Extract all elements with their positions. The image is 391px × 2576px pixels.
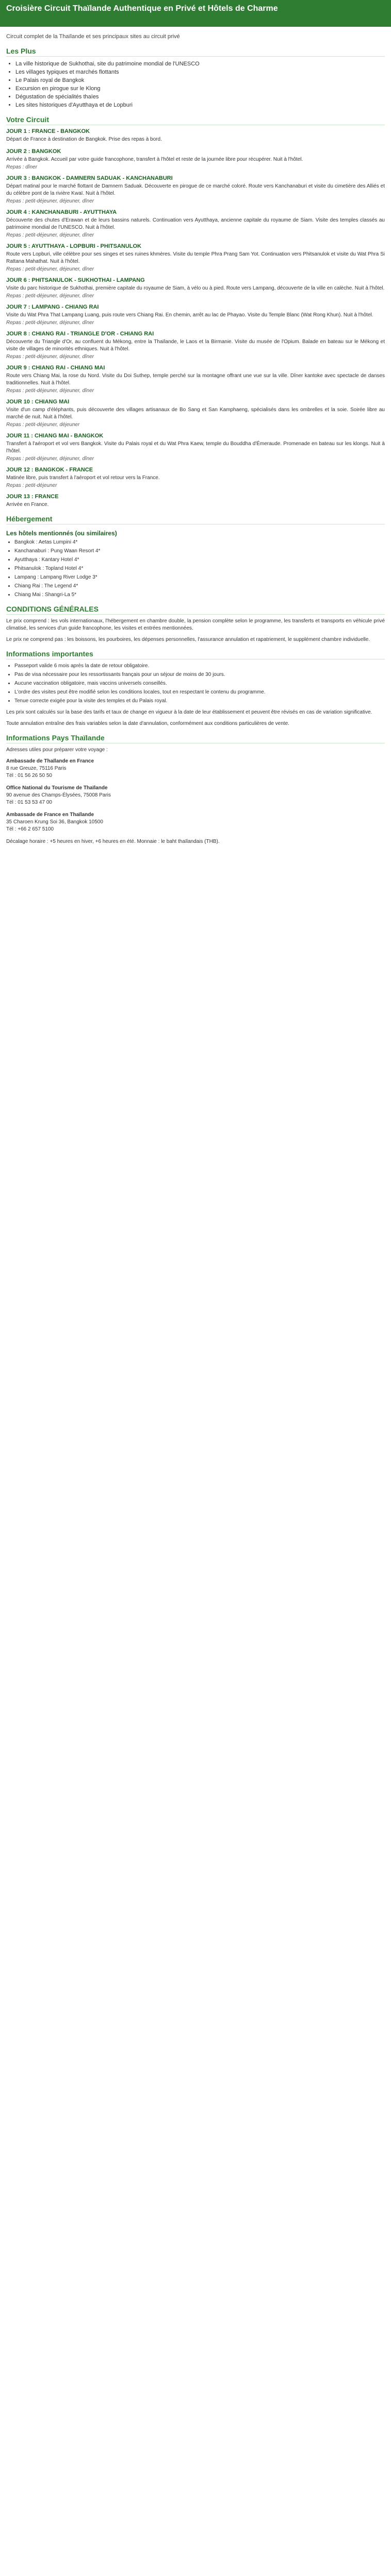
offices-list [6, 758, 385, 833]
conditions-paragraphs [6, 618, 385, 643]
day-meals: Repas : petit-déjeuner, déjeuner, dîner [6, 456, 94, 462]
conditions-paragraph: Le prix comprend : les vols internationaux, l'hébergement en chambre double, la pension complète selon le programme, les transferts et transports en véhicule privé climatisé, les services d'un guide francophone, les visites et entrées mentionnées. [6, 618, 385, 631]
country-note: Décalage horaire : +5 heures en hiver, +6 heures en été. Monnaie : le baht thaïlandais (THB). [6, 839, 220, 844]
itinerary-day [6, 331, 385, 360]
day-title: JOUR 12 : BANGKOK - FRANCE [6, 467, 93, 473]
day-title: JOUR 6 : PHITSANULOK - SUKHOTHAI - LAMPANG [6, 277, 145, 283]
day-description: Visite du parc historique de Sukhothai, première capitale du royaume de Siam, à vélo ou à pied. Route vers Lampang, découverte de la ville en calèche. Nuit à l'hôtel. [6, 285, 385, 291]
itinerary-days [6, 128, 385, 509]
highlight-item: • Le Palais royal de Bangkok [15, 76, 385, 84]
day-meals: Repas : petit-déjeuner, déjeuner, dîner [6, 320, 94, 326]
hotel-item: • Bangkok : Aetas Lumpini 4* [14, 539, 385, 546]
day-description: Route vers Chiang Mai, la rose du Nord. Visite du Doi Suthep, temple perché sur la montagne offrant une vue sur la ville. Dîner kantoke avec spectacle de danses traditionnelles. Nuit à l'hôtel. [6, 373, 385, 386]
itinerary-day [6, 128, 385, 143]
day-title: JOUR 7 : LAMPANG - CHIANG RAI [6, 304, 99, 310]
day-title: JOUR 10 : CHIANG MAI [6, 399, 70, 405]
highlight-item: • Les villages typiques et marchés flottants [15, 68, 385, 76]
hotel-item: • Phitsanulok : Topland Hotel 4* [14, 565, 385, 572]
page-title: Croisière Circuit Thaïlande Authentique en Privé et Hôtels de Charme [6, 4, 278, 13]
day-title: JOUR 9 : CHIANG RAI - CHIANG MAI [6, 365, 105, 371]
day-title: JOUR 1 : FRANCE - BANGKOK [6, 128, 90, 134]
day-meals: Repas : petit-déjeuner, déjeuner, dîner [6, 388, 94, 394]
day-description: Visite d'un camp d'éléphants, puis découverte des villages artisanaux de Bo Sang et San Kamphaeng, spécialisés dans les ombrelles et la soie. Soirée libre au marché de nuit. Nuit à l'hôtel. [6, 407, 385, 420]
office-name: Office National du Tourisme de Thaïlande [6, 785, 108, 791]
office-name: Ambassade de Thaïlande en France [6, 758, 94, 764]
day-meals: Repas : petit-déjeuner [6, 483, 57, 488]
highlight-item: • Dégustation de spécialités thaïes [15, 93, 385, 101]
day-title: JOUR 8 : CHIANG RAI - TRIANGLE D'OR - CHIANG RAI [6, 331, 154, 337]
day-meals: Repas : petit-déjeuner, déjeuner, dîner [6, 198, 94, 204]
day-description: Route vers Lopburi, ville célèbre pour ses singes et ses ruines khmères. Visite du temple Phra Prang Sam Yot. Continuation vers Phitsanulok et visite du Wat Phra Si Rattana Mahathat. Nuit à l'hôtel. [6, 251, 385, 264]
info-paragraphs [6, 709, 385, 727]
hotel-item: • Ayutthaya : Kantary Hotel 4* [14, 556, 385, 564]
highlights-heading: Les Plus [6, 47, 385, 57]
day-title: JOUR 5 : AYUTTHAYA - LOPBURI - PHITSANULOK [6, 243, 141, 249]
day-meals: Repas : petit-déjeuner, déjeuner [6, 422, 80, 428]
offices-intro: Adresses utiles pour préparer votre voyage : [6, 747, 108, 753]
day-description: Matinée libre, puis transfert à l'aéroport et vol retour vers la France. [6, 475, 160, 481]
office-line: 8 rue Greuze, 75116 Paris [6, 766, 67, 771]
main-content [0, 27, 391, 845]
info-item: • Tenue correcte exigée pour la visite des temples et du Palais royal. [14, 698, 385, 705]
highlight-item: • La ville historique de Sukhothai, site du patrimoine mondial de l'UNESCO [15, 60, 385, 68]
day-description: Visite du Wat Phra That Lampang Luang, puis route vers Chiang Rai. En chemin, arrêt au lac de Phayao. Visite du Temple Blanc (Wat Rong Khun). Nuit à l'hôtel. [6, 312, 373, 318]
office-line: 90 avenue des Champs-Élysées, 75008 Paris [6, 792, 111, 798]
day-title: JOUR 13 : FRANCE [6, 494, 59, 500]
day-meals: Repas : petit-déjeuner, déjeuner, dîner [6, 293, 94, 299]
day-title: JOUR 4 : KANCHANABURI - AYUTTHAYA [6, 209, 117, 215]
office-line: Tél : +66 2 657 5100 [6, 826, 54, 832]
day-title: JOUR 3 : BANGKOK - DAMNERN SADUAK - KANCHANABURI [6, 175, 173, 181]
office-line: Tél : 01 56 26 50 50 [6, 773, 52, 778]
day-description: Transfert à l'aéroport et vol vers Bangkok. Visite du Palais royal et du Wat Phra Kaew, temple du Bouddha d'Émeraude. Promenade en bateau sur les klongs. Nuit à l'hôtel. [6, 441, 385, 454]
itinerary-day [6, 243, 385, 272]
day-meals: Repas : petit-déjeuner, déjeuner, dîner [6, 232, 94, 238]
hotels-list [6, 539, 385, 599]
itinerary-day [6, 304, 385, 326]
day-description: Découverte du Triangle d'Or, au confluent du Mékong, entre la Thaïlande, le Laos et la Birmanie. Visite du musée de l'Opium. Balade en bateau sur le Mékong et visite de villages de minorités ethniques. Nuit à l'hôtel. [6, 339, 385, 352]
conditions-paragraph: Le prix ne comprend pas : les boissons, les pourboires, les dépenses personnelles, l'assurance annulation et rapatriement, le supplément chambre individuelle. [6, 637, 370, 642]
info-list [6, 663, 385, 705]
itinerary-day [6, 433, 385, 462]
office-name: Ambassade de France en Thaïlande [6, 812, 94, 818]
hotel-item: • Chiang Rai : The Legend 4* [14, 583, 385, 590]
office-entry [6, 785, 385, 806]
info-item: • Aucune vaccination obligatoire, mais vaccins universels conseillés. [14, 680, 385, 687]
office-line: Tél : 01 53 53 47 00 [6, 800, 52, 805]
hotel-item: • Lampang : Lampang River Lodge 3* [14, 574, 385, 581]
conditions-heading: CONDITIONS GÉNÉRALES [6, 605, 385, 615]
day-meals: Repas : petit-déjeuner, déjeuner, dîner [6, 266, 94, 272]
day-meals: Repas : petit-déjeuner, déjeuner, dîner [6, 354, 94, 360]
itinerary-day [6, 399, 385, 428]
day-meals: Repas : dîner [6, 164, 38, 170]
info-paragraph: Toute annulation entraîne des frais variables selon la date d'annulation, conformément aux conditions particulières de vente. [6, 721, 289, 726]
intro-text: Circuit complet de la Thaïlande et ses principaux sites au circuit privé [6, 33, 180, 40]
itinerary-day [6, 365, 385, 394]
office-entry [6, 758, 385, 779]
itinerary-day [6, 494, 385, 509]
itinerary-day [6, 277, 385, 299]
office-line: 35 Charoen Krung Soi 36, Bangkok 10500 [6, 819, 103, 825]
day-description: Départ de France à destination de Bangkok. Prise des repas à bord. [6, 137, 162, 142]
day-title: JOUR 2 : BANGKOK [6, 148, 61, 155]
highlight-item: • Excursion en pirogue sur le Klong [15, 84, 385, 93]
hotels-title: Les hôtels mentionnés (ou similaires) [6, 530, 117, 537]
hotel-item: • Kanchanaburi : Pung Waan Resort 4* [14, 548, 385, 555]
itinerary-day [6, 467, 385, 488]
info-paragraph: Les prix sont calculés sur la base des tarifs et taux de change en vigueur à la date de leur établissement et peuvent être révisés en cas de variation significative. [6, 709, 372, 715]
itinerary-heading: Votre Circuit [6, 115, 385, 125]
hotel-item: • Chiang Mai : Shangri-La 5* [14, 591, 385, 599]
itinerary-day [6, 175, 385, 204]
day-description: Arrivée à Bangkok. Accueil par votre guide francophone, transfert à l'hôtel et reste de la journée libre pour récupérer. Nuit à l'hôtel. [6, 157, 303, 162]
day-description: Arrivée en France. [6, 502, 49, 507]
offices-heading: Informations Pays Thaïlande [6, 734, 385, 743]
itinerary-day [6, 209, 385, 238]
info-item: • Pas de visa nécessaire pour les ressortissants français pour un séjour de moins de 30 jours. [14, 671, 385, 679]
day-description: Départ matinal pour le marché flottant de Damnern Saduak. Découverte en pirogue de ce marché coloré. Route vers Kanchanaburi et visite du cimetière des Alliés et du célèbre pont de la rivière Kwaï. Nuit à l'hôtel. [6, 183, 385, 196]
day-title: JOUR 11 : CHIANG MAI - BANGKOK [6, 433, 104, 439]
info-item: • Passeport valide 6 mois après la date de retour obligatoire. [14, 663, 385, 670]
hotels-heading: Hébergement [6, 515, 385, 524]
office-entry [6, 811, 385, 833]
itinerary-day [6, 148, 385, 170]
day-description: Découverte des chutes d'Erawan et de leurs bassins naturels. Continuation vers Ayutthaya, ancienne capitale du royaume de Siam. Visite des temples classés au patrimoine mondial de l'UNESCO. Nuit à l'hôtel. [6, 217, 385, 230]
highlights-list [6, 60, 385, 109]
info-item: • L'ordre des visites peut être modifié selon les conditions locales, tout en respectant le contenu du programme. [14, 689, 385, 696]
info-heading: Informations importantes [6, 650, 385, 659]
header-banner [0, 0, 391, 27]
highlight-item: • Les sites historiques d'Ayutthaya et de Lopburi [15, 101, 385, 109]
